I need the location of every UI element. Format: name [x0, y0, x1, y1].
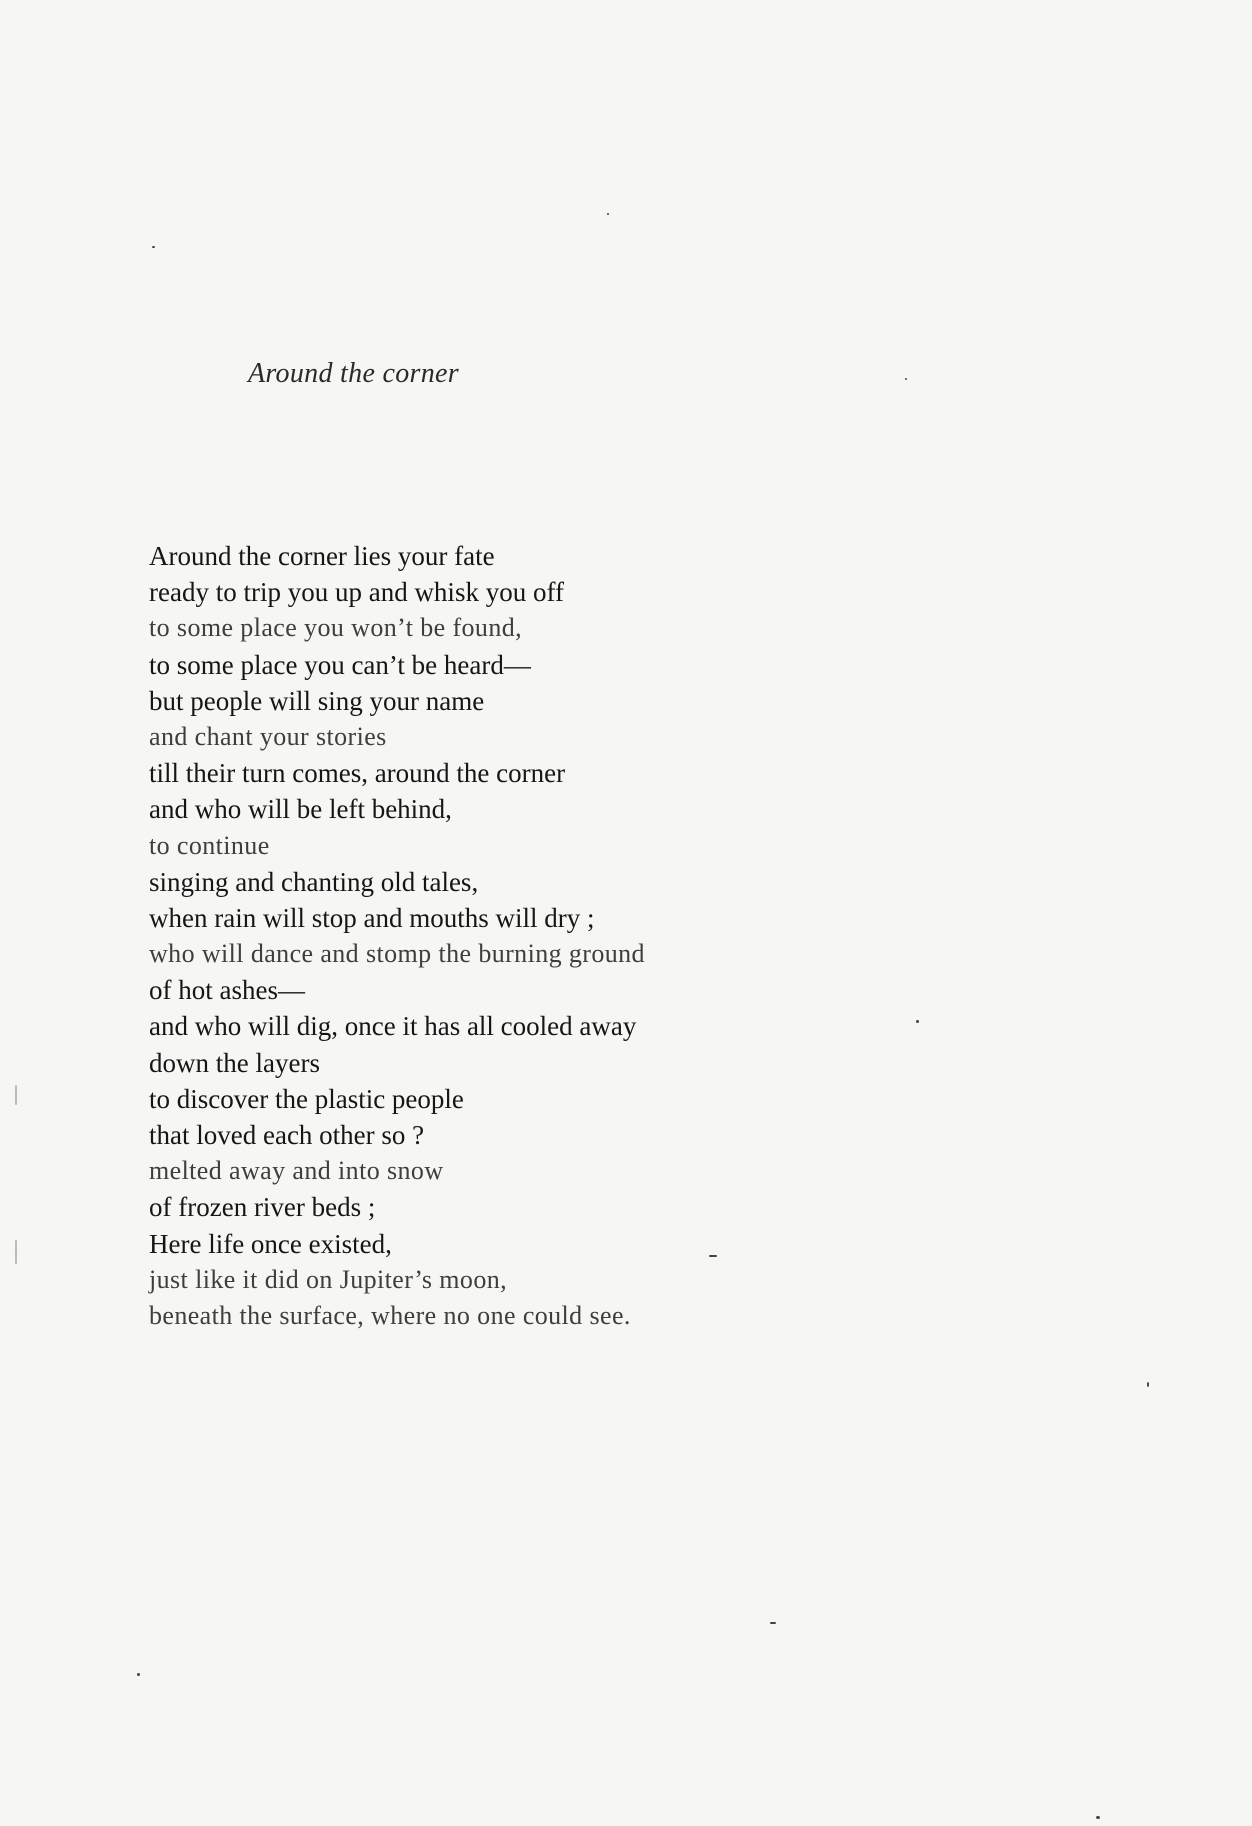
poem-line: of hot ashes—	[149, 975, 305, 1006]
scan-speck	[1096, 1816, 1100, 1819]
scan-speck	[15, 1085, 17, 1105]
poem-line: that loved each other so ?	[149, 1120, 425, 1150]
poem-line: to some place you can’t be heard—	[149, 649, 531, 680]
poem-line: beneath the surface, where no one could see.	[149, 1300, 631, 1330]
poem-line: down the layers	[149, 1047, 320, 1078]
poem-line: till their turn comes, around the corner	[149, 758, 566, 789]
poem-line: Around the corner lies your fate	[149, 541, 495, 571]
scan-speck	[770, 1622, 776, 1624]
scan-speck	[152, 246, 155, 248]
scan-speck	[137, 1673, 140, 1676]
poem-line: and who will dig, once it has all cooled away	[149, 1011, 637, 1042]
scan-speck	[1147, 1382, 1149, 1387]
poem-body	[149, 538, 645, 1334]
scan-speck	[15, 1240, 17, 1264]
poem-line: Here life once existed,	[149, 1228, 392, 1259]
poem-line: of frozen river beds ;	[149, 1192, 376, 1223]
poem-line: singing and chanting old tales,	[149, 866, 479, 897]
poem-line: to discover the plastic people	[149, 1083, 464, 1114]
poem-line: and who will be left behind,	[149, 794, 452, 825]
poem-line: but people will sing your name	[149, 685, 485, 716]
poem-line: to some place you won’t be found,	[149, 613, 523, 643]
poem-line: who will dance and stomp the burning ground	[149, 939, 645, 969]
poem-line: when rain will stop and mouths will dry ;	[149, 902, 595, 933]
poem-line: melted away and into snow	[149, 1156, 444, 1186]
scan-speck	[607, 213, 609, 215]
scan-speck	[709, 1255, 717, 1257]
poem-line: and chant your stories	[149, 721, 387, 751]
scan-speck	[916, 1020, 919, 1023]
poem-line: ready to trip you up and whisk you off	[149, 577, 564, 608]
poem-title: Around the corner	[248, 358, 459, 389]
poem-line: just like it did on Jupiter’s moon,	[149, 1264, 508, 1294]
poem-line: to continue	[149, 830, 270, 860]
scan-speck	[905, 378, 907, 380]
